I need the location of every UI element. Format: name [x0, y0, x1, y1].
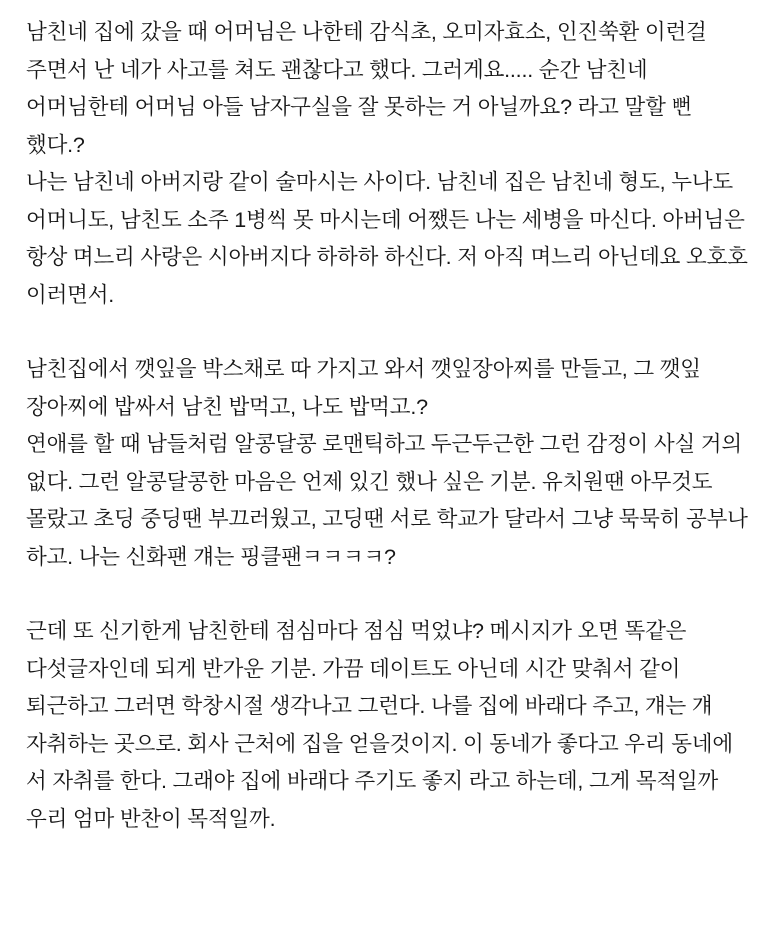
paragraph-4: 연애를 할 때 남들처럼 알콩달콩 로맨틱하고 두근두근한 그런 감정이 사실 거의 없다. 그런 알콩달콩한 마음은 언제 있긴 했나 싶은 기분. 유치원땐 아무것도 몰랐고 초딩 중딩땐 부끄러웠고, 고딩땐 서로 학교가 달라서 그냥 묵묵히 공부나 하고. 나는 신화팬 걔는 핑클팬ㅋㅋㅋㅋ? — [26, 432, 754, 569]
paragraph-3: 남친집에서 깻잎을 박스채로 따 가지고 와서 깻잎장아찌를 만들고, 그 깻잎 장아찌에 밥싸서 남친 밥먹고, 나도 밥먹고.? — [26, 357, 707, 419]
paragraph-spacer-2 — [26, 576, 754, 613]
paragraph-5: 근데 또 신기한게 남친한테 점심마다 점심 먹었냐? 메시지가 오면 똑같은 다섯글자인데 되게 반가운 기분. 가끔 데이트도 아닌데 시간 맞춰서 같이 퇴근하고 그러면 학창시절 생각나고 그런다. 나를 집에 바래다 주고, 걔는 걔 자취하는 곳으로. 회사 근처에 집을 얻을것이지. 이 동네가 좋다고 우리 동네에 서 자취를 한다. 그래야 집에 바래다 주기도 좋지 라고 하는데, 그게 목적일까 우리 엄마 반찬이 목적일까. — [26, 619, 739, 831]
paragraph-spacer-1 — [26, 314, 754, 351]
paragraph-1: 남친네 집에 갔을 때 어머님은 나한테 감식초, 오미자효소, 인진쑥환 이런걸 주면서 난 네가 사고를 쳐도 괜찮다고 했다. 그러게요..... 순간 남친네 어머님한테 어머님 아들 남자구실을 잘 못하는 거 아닐까요? 라고 말할 뻔 했다.? — [26, 20, 713, 157]
paragraph-2: 나는 남친네 아버지랑 같이 술마시는 사이다. 남친네 집은 남친네 형도, 누나도 어머니도, 남친도 소주 1병씩 못 마시는데 어쨌든 나는 세병을 마신다. 아버님은 항상 며느리 사랑은 시아버지다 하하하 하신다. 저 아직 며느리 아닌데요 오호호 이러면서. — [26, 170, 754, 307]
